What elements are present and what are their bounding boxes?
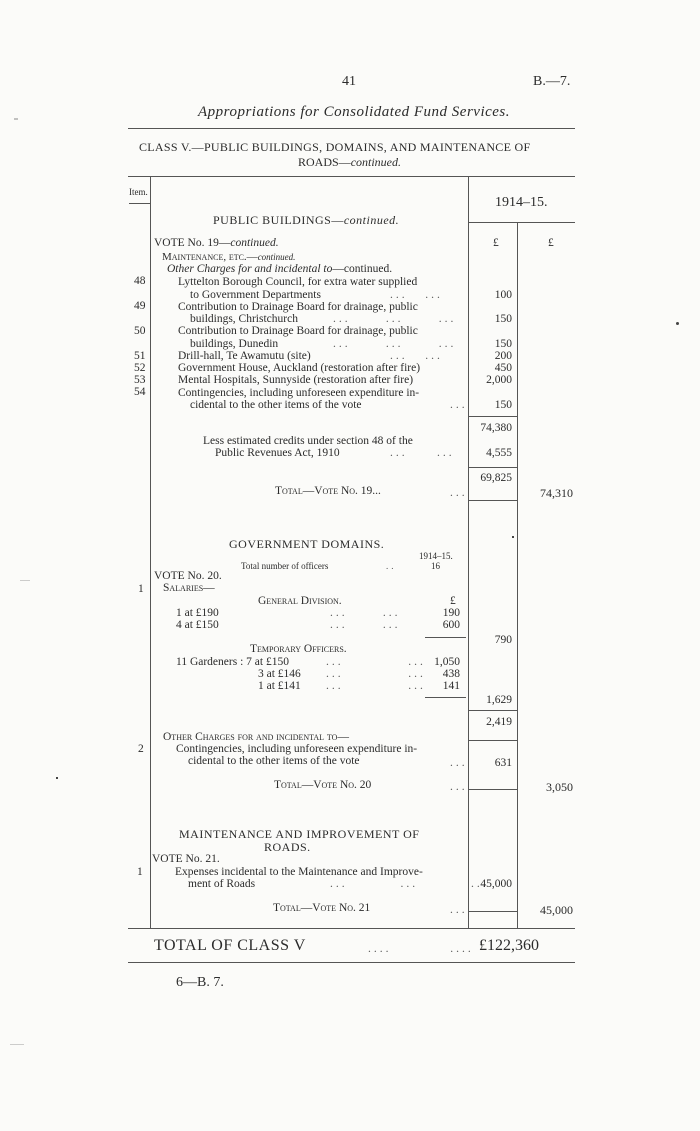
general-row-label: 4 at £150: [176, 619, 219, 631]
document-reference: B.—7.: [533, 74, 571, 89]
item-description: Contribution to Drainage Board for drainage, public: [178, 325, 418, 337]
leader-dots: ... ...: [390, 350, 443, 362]
scan-speck: [676, 322, 679, 325]
temp-row-amount: 438: [442, 668, 460, 680]
roads-expense-line-2: ment of Roads: [188, 878, 256, 890]
salaries-total: 2,419: [486, 716, 512, 728]
temp-row-label: 3 at £146: [258, 668, 301, 680]
pound-symbol: £: [450, 595, 456, 607]
roads-heading-line-1: MAINTENANCE AND IMPROVEMENT OF: [179, 827, 420, 841]
vote-19-total-label: Total—Vote No. 19...: [275, 485, 381, 497]
salaries-heading: Salaries—: [163, 582, 215, 594]
officers-count: 16: [431, 561, 440, 571]
item-amount: 150: [494, 313, 512, 325]
year-column-header: 1914–15.: [495, 195, 548, 210]
leader-dots: ... ... ...: [330, 878, 489, 890]
leader-dots: ...: [450, 487, 468, 499]
roads-expense-line-1: Expenses incidental to the Maintenance and Improve-: [175, 866, 423, 878]
leader-dots: ...: [450, 781, 468, 793]
item-description: Contingencies, including unforeseen expenditure in-: [178, 387, 420, 399]
contingency-rule: [468, 740, 517, 741]
salaries-rule: [468, 710, 517, 711]
scan-speck: [512, 536, 514, 538]
page-number: 41: [342, 74, 356, 89]
item-description-cont: buildings, Christchurch: [190, 313, 298, 325]
scan-speck: [10, 1044, 24, 1045]
currency-symbol-col1: £: [493, 237, 499, 249]
title-rule: [128, 128, 575, 129]
temp-row-label: 1 at £141: [258, 680, 301, 692]
signature-mark: 6—B. 7.: [176, 975, 224, 990]
item-number: 51: [134, 350, 146, 362]
leader-dots: ... ...: [390, 289, 443, 301]
item-description: Lyttelton Borough Council, for extra water supplied: [178, 276, 418, 288]
leader-dots: ...: [450, 757, 468, 769]
roads-heading-line-2: ROADS.: [264, 840, 311, 854]
temporary-rule: [425, 697, 466, 698]
leader-dots: ... ...: [326, 656, 426, 668]
item-number: 1: [137, 866, 143, 878]
item-description-cont: cidental to the other items of the vote: [190, 399, 362, 411]
general-row-amount: 190: [442, 607, 460, 619]
temporary-total: 1,629: [486, 694, 512, 706]
footer-rule: [128, 962, 575, 963]
contingency-line-1: Contingencies, including unforeseen expenditure in-: [176, 743, 418, 755]
scan-speck: [56, 777, 58, 779]
scan-speck: [20, 580, 30, 581]
item-description-cont: to Government Departments: [190, 289, 321, 301]
vote-21-heading: VOTE No. 21.: [152, 853, 220, 865]
vote-19-total: 74,310: [540, 486, 573, 500]
vote-21-total: 45,000: [540, 903, 573, 917]
class-heading-line-1: CLASS V.—PUBLIC BUILDINGS, DOMAINS, AND MAINTENANCE OF: [139, 140, 531, 154]
temp-row-amount: 141: [442, 680, 460, 692]
table-bottom-rule: [128, 928, 575, 929]
item-number: 1: [138, 583, 144, 595]
leader-dots: ... ... ...: [333, 313, 457, 325]
public-buildings-heading: PUBLIC BUILDINGS—continued.: [213, 213, 400, 227]
leader-dots: ...: [450, 399, 468, 411]
item-number: 52: [134, 362, 146, 374]
item-number: 2: [138, 743, 144, 755]
page-title: Appropriations for Consolidated Fund Services.: [198, 104, 511, 120]
currency-symbol-col2: £: [548, 237, 554, 249]
vote-19-rule: [468, 500, 517, 501]
item-number: 48: [134, 275, 146, 287]
item-description-cont: buildings, Dunedin: [190, 338, 279, 350]
item-number: 53: [134, 374, 146, 386]
general-division-total: 790: [494, 634, 512, 646]
vote-20-total: 3,050: [546, 780, 573, 794]
item-number: 50: [134, 325, 146, 337]
temporary-officers-heading: Temporary Officers.: [250, 643, 347, 655]
subtotal-rule: [468, 416, 517, 417]
table-top-rule: [128, 176, 575, 177]
temp-row-amount: 1,050: [434, 656, 460, 668]
less-credits-line-1: Less estimated credits under section 48 of the: [203, 435, 413, 447]
vote-19-net: 69,825: [480, 472, 512, 484]
vote-21-total-label: Total—Vote No. 21: [273, 902, 371, 914]
item-header-underline: [129, 203, 150, 204]
leader-dots: ...: [450, 904, 468, 916]
less-credits-line-2: Public Revenues Act, 1910: [215, 447, 340, 459]
general-division-rule: [425, 637, 466, 638]
leader-dots: ... ...: [330, 607, 401, 619]
general-row-label: 1 at £190: [176, 607, 219, 619]
leader-dots: ..: [386, 561, 397, 571]
year-header-rule: [468, 222, 575, 223]
item-description: Government House, Auckland (restoration after fire): [178, 362, 421, 374]
amount-column-divider-2: [517, 222, 518, 928]
contingency-amount: 631: [494, 757, 512, 769]
class-total-label: TOTAL OF CLASS V: [154, 937, 306, 954]
class-heading-line-2: ROADS—continued.: [298, 155, 402, 169]
item-amount: 2,000: [486, 374, 512, 386]
leader-dots: .... ....: [368, 943, 474, 955]
temp-row-label: 11 Gardeners : 7 at £150: [176, 656, 289, 668]
item-number: 54: [134, 386, 146, 398]
item-description: Drill-hall, Te Awamutu (site): [178, 350, 311, 362]
item-amount: 100: [494, 289, 512, 301]
leader-dots: ... ...: [330, 619, 401, 631]
leader-dots: ... ... ...: [333, 338, 457, 350]
item-description: Contribution to Drainage Board for drainage, public: [178, 301, 418, 313]
roads-expense-amount: 45,000: [480, 878, 512, 890]
other-charges-heading: Other Charges for and incidental to—continued.: [167, 263, 393, 275]
less-credits-amount: 4,555: [486, 447, 512, 459]
vote-20-rule: [468, 789, 517, 790]
item-amount: 200: [494, 350, 512, 362]
general-division-heading: General Division.: [258, 595, 342, 607]
general-row-amount: 600: [442, 619, 460, 631]
leader-dots: ... ...: [390, 447, 455, 459]
vote-19-subtotal: 74,380: [480, 422, 512, 434]
item-column-header: Item.: [129, 187, 148, 197]
item-amount: 150: [494, 399, 512, 411]
vote-20-total-label: Total—Vote No. 20: [274, 779, 372, 791]
other-charges-heading: Other Charges for and incidental to—: [163, 731, 349, 743]
item-column-divider: [150, 176, 151, 928]
item-amount: 150: [494, 338, 512, 350]
contingency-line-2: cidental to the other items of the vote: [188, 755, 360, 767]
item-number: 49: [134, 300, 146, 312]
net-rule: [468, 467, 517, 468]
leader-dots: ... ...: [326, 680, 426, 692]
vote-20-heading: VOTE No. 20.: [154, 570, 222, 582]
officers-label: Total number of officers: [241, 561, 329, 571]
officers-year: 1914–15.: [419, 551, 453, 561]
vote-19-heading: VOTE No. 19—continued.: [154, 237, 279, 249]
domains-heading: GOVERNMENT DOMAINS.: [229, 537, 385, 551]
maintenance-heading: Maintenance, etc.—continued.: [162, 251, 296, 263]
item-description: Mental Hospitals, Sunnyside (restoration after fire): [178, 374, 414, 386]
leader-dots: ... ...: [326, 668, 426, 680]
class-total-amount: £122,360: [479, 937, 539, 954]
vote-21-rule: [468, 911, 517, 912]
scan-speck: [14, 118, 18, 120]
item-amount: 450: [494, 362, 512, 374]
